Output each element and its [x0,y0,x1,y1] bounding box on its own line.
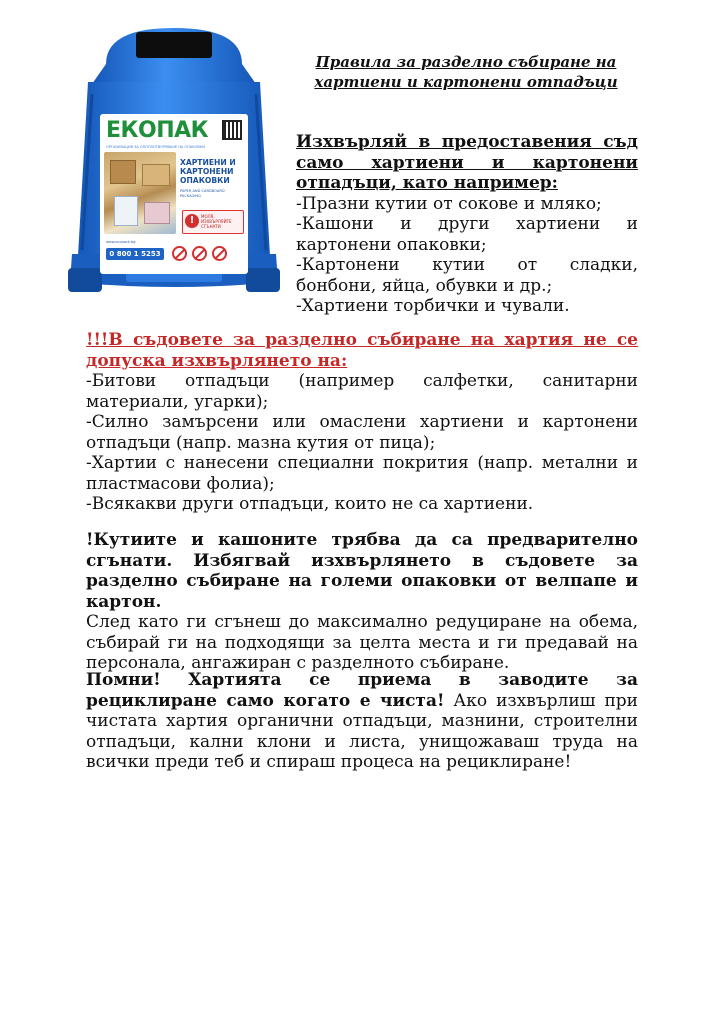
label-phone: 0 800 1 5253 [106,248,164,260]
prohibited-icon [172,246,187,261]
forbidden-item: -Силно замърсени или омаслени хартиени и картонени отпадъци (напр. мазна кутия от пица); [86,412,638,453]
paper-icon [144,202,170,224]
prohibited-icon [212,246,227,261]
folding-text: След като ги сгънеш до максимално редуциране на обема, събирай ги на подходящи за целта места и ги предавай на персонала, ангажиран с разделното събиране. [86,612,638,673]
remember-text: Ако изхвърлиш при чистата хартия органични отпадъци, мазнини, строителни отпадъци, кални клони и листа, унищожаваш труда на всички преди теб и спираш процеса на рециклиране! [86,690,638,772]
prohibited-icon [192,246,207,261]
warning-text: МОЛЯ, ИЗХВЪРЛЯЙТЕ СГЪНАТИ [201,214,232,229]
label-warning [182,210,244,234]
label-tagline: ОРГАНИЗАЦИЯ ЗА ОПОЛЗОТВОРЯВАНЕ НА ОПАКОВКИ [106,145,205,149]
label-website: www.ecopack.bg [106,240,136,244]
document-title [296,52,636,92]
allowed-item: -Картонени кутии от сладки, бонбони, яйца, обувки и др.; [296,255,638,296]
allowed-intro: Изхвърляй в предоставения съд само хартиени и картонени отпадъци, като например: [296,132,638,193]
recycling-bin-illustration [66,24,282,296]
forbidden-section [86,330,638,515]
allowed-section [296,132,638,317]
remember-bold-text: Помни! Хартията се приема в заводите за рециклиране само когато е чиста! [86,670,638,711]
forbidden-item: -Хартии с нанесени специални покрития (напр. метални и пластмасови фолиа); [86,453,638,494]
folding-section [86,530,638,674]
packaging-photos [104,152,176,234]
forbidden-item: -Битови отпадъци (например салфетки, санитарни материали, угарки); [86,371,638,412]
allowed-item: -Празни кутии от сокове и мляко; [296,193,602,214]
forbidden-intro: !!!В съдовете за разделно събиране на хартия не се допуска изхвърлянето на: [86,330,638,371]
label-title-line: ХАРТИЕНИ И [180,158,236,167]
label-contact-row [104,238,244,270]
folding-bold-text: !Кутиите и кашоните трябва да са предварително сгънати. Избягвай изхвърлянето в съдовете за разделно събиране на големи опаковки от велпапе и картон. [86,530,638,612]
allowed-item: -Кашони и други хартиени и картонени опаковки; [296,214,638,255]
carton-icon [114,196,138,226]
label-title [180,158,244,198]
forbidden-item: -Всякакви други отпадъци, които не са хартиени. [86,494,534,514]
label-title-line: КАРТОНЕНИ [180,167,234,176]
title-line-1: Правила за разделно събиране на [315,53,617,71]
remember-section [86,670,638,773]
bag-icon [142,164,170,186]
title-line-2: хартиени и картонени отпадъци [314,73,618,91]
box-icon [110,160,136,184]
allowed-item: -Хартиени торбички и чували. [296,296,570,316]
warning-icon: ! [185,214,199,228]
label-title-line: ОПАКОВКИ [180,176,230,185]
logo-row [106,118,242,144]
bin-label [100,114,248,274]
label-subtitle: PAPER AND CARDBOARD PACKAGING [180,189,225,198]
qr-code-icon [222,120,242,140]
ekopak-logo: ЕКОПАК [106,118,209,143]
